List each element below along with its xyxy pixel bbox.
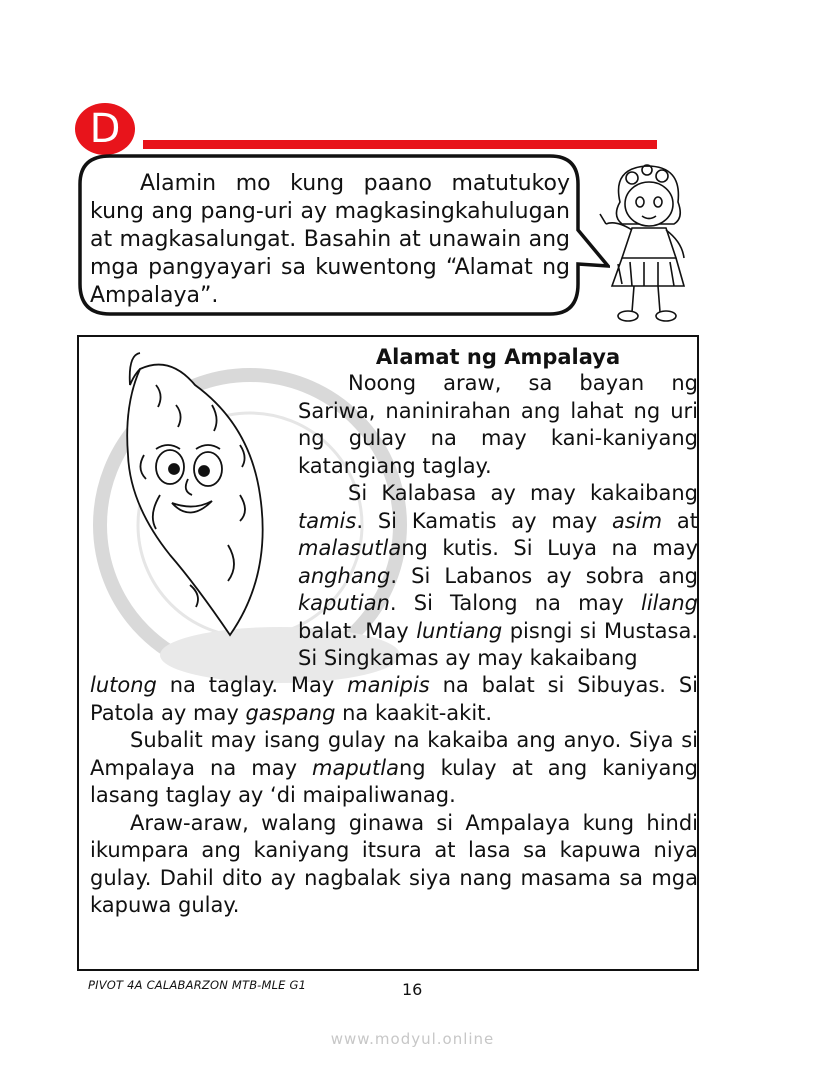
p2-text: . Si Talong na may (389, 591, 641, 615)
ampalaya-character-illustration (100, 345, 290, 645)
story-title: Alamat ng Ampalaya (375, 345, 621, 369)
footer-module-label: PIVOT 4A CALABARZON MTB-MLE G1 (88, 978, 307, 992)
story-body-text (90, 672, 698, 920)
paragraph-3: Subalit may isang gulay na kakaiba ang anyo. Siya si Ampalaya na may (90, 728, 698, 780)
girl-pointing-illustration (592, 158, 707, 330)
instruction-text (90, 170, 570, 310)
section-letter-badge: D (75, 103, 135, 155)
paragraph-1: Noong araw, sa bayan ng Sariwa, naninirahan ang lahat ng uri ng gulay na may kani-kaniyang katangiang taglay. (298, 371, 698, 478)
page-number: 16 (402, 980, 423, 999)
paragraph-3: ng kulay at ang kaniyang lasang taglay ay ‘di maipaliwanag. (90, 755, 698, 807)
adjective-word: anghang (298, 563, 391, 588)
p2-text: ng kutis. Si Luya na may (401, 536, 698, 560)
p2-text: na balat si Sibuyas. Si Patola ay may (90, 673, 698, 725)
p2-text: balat. May (298, 618, 417, 643)
adjective-word: luntiang (416, 618, 503, 643)
adjective-word: gaspang (245, 700, 336, 725)
p2-text: na kaakit-akit. (335, 700, 493, 725)
instruction-body: Alamin mo kung paano matutukoy kung ang pang-uri ay magkasingkahulugan at magkasalungat. Basahin at unawain ang mga pangyayari sa kuwentong “Alamat ng Ampalaya”. (90, 171, 570, 308)
p2-text: at (662, 508, 699, 533)
adjective-word: maputla (312, 755, 399, 780)
adjective-word: asim (611, 508, 663, 533)
site-watermark: www.modyul.online (330, 1030, 495, 1048)
p2-text: na taglay. May (156, 673, 348, 697)
p2-text: . Si Labanos ay sobra ang (390, 563, 698, 588)
story-intro-text (298, 370, 698, 673)
adjective-word: malasutla (298, 536, 402, 560)
adjective-word: tamis (298, 508, 357, 533)
p2-text: pisngi si Mustasa. Si Singkamas ay may kakaibang (298, 618, 698, 670)
p2-text: . Si Kamatis ay may (356, 508, 612, 533)
adjective-word: lutong (90, 673, 157, 697)
adjective-word: kaputian (298, 591, 390, 615)
adjective-word: manipis (347, 673, 430, 697)
p2-text: Si Kalabasa ay may kakaibang (348, 481, 698, 505)
adjective-word: lilang (640, 591, 698, 615)
paragraph-4: Araw-araw, walang ginawa si Ampalaya kung hindi ikumpara ang kaniyang itsura at lasa sa kapuwa niya gulay. Dahil dito ay nagbalak siya nang masama sa mga kapuwa gulay. (90, 810, 698, 917)
